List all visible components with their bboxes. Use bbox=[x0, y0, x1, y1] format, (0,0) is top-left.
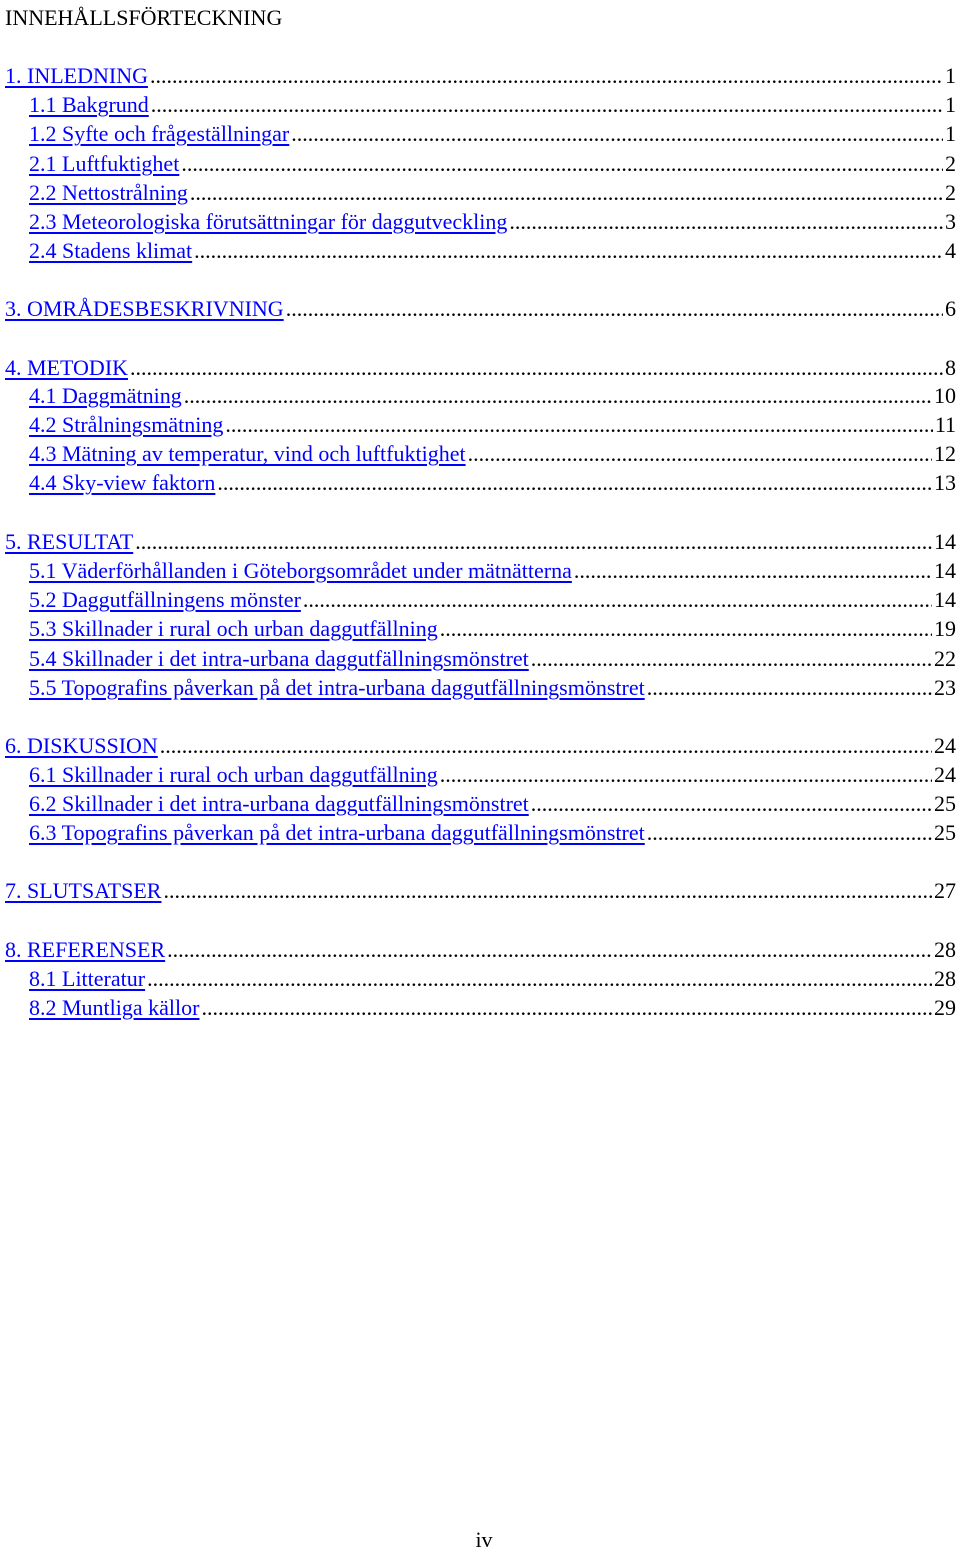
toc-page-number: 14 bbox=[934, 587, 956, 612]
toc-link-matning-temperatur[interactable]: 4.3 Mätning av temperatur, vind och luftfuktighet bbox=[29, 441, 466, 466]
toc-page-number: 1 bbox=[945, 121, 956, 146]
toc-page-number: 2 bbox=[945, 151, 956, 176]
dot-leader bbox=[181, 150, 943, 178]
toc-entry-intra-urbana-6 bbox=[0, 790, 960, 818]
toc-page-number: 1 bbox=[945, 92, 956, 117]
dot-leader bbox=[160, 732, 932, 760]
toc-link-metodik[interactable]: 4. METODIK bbox=[5, 355, 129, 380]
toc-link-skillnader-rural-urban-6[interactable]: 6.1 Skillnader i rural och urban daggutfällning bbox=[29, 762, 438, 787]
toc-entry-topografins-6 bbox=[0, 819, 960, 847]
toc-page-number: 28 bbox=[934, 966, 956, 991]
toc-entry-topografins-5 bbox=[0, 674, 960, 702]
dot-leader bbox=[531, 790, 932, 818]
dot-leader bbox=[440, 615, 932, 643]
toc-entry-matning-temperatur bbox=[0, 440, 960, 468]
dot-leader bbox=[509, 208, 943, 236]
toc-link-bakgrund[interactable]: 1.1 Bakgrund bbox=[29, 92, 149, 117]
toc-link-intra-urbana-5[interactable]: 5.4 Skillnader i det intra-urbana daggutfällningsmönstret bbox=[29, 646, 529, 671]
toc-page-number: 19 bbox=[934, 616, 956, 641]
toc-entry-bakgrund bbox=[0, 91, 960, 119]
dot-leader bbox=[163, 877, 932, 905]
toc-link-syfte[interactable]: 1.2 Syfte och frågeställningar bbox=[29, 121, 290, 146]
toc-page-number: 23 bbox=[934, 675, 956, 700]
dot-leader bbox=[647, 674, 932, 702]
toc-entry-resultat bbox=[0, 528, 960, 556]
toc-entry-litteratur bbox=[0, 965, 960, 993]
toc-entry-stadens-klimat bbox=[0, 237, 960, 265]
dot-leader bbox=[574, 557, 932, 585]
toc-link-luftfuktighet[interactable]: 2.1 Luftfuktighet bbox=[29, 151, 180, 176]
toc-page-number: 13 bbox=[934, 470, 956, 495]
toc-entry-inledning bbox=[0, 62, 960, 90]
toc-page-number: 8 bbox=[945, 355, 956, 380]
toc-entry-intra-urbana-5 bbox=[0, 645, 960, 673]
dot-leader bbox=[150, 62, 943, 90]
toc-page-number: 12 bbox=[934, 441, 956, 466]
toc-link-daggutfallningens-monster[interactable]: 5.2 Daggutfällningens mönster bbox=[29, 587, 301, 612]
toc-page-number: 14 bbox=[934, 529, 956, 554]
dot-leader bbox=[147, 965, 932, 993]
dot-leader bbox=[225, 411, 932, 439]
dot-leader bbox=[201, 994, 932, 1022]
dot-leader bbox=[151, 91, 943, 119]
toc-entry-daggmatning bbox=[0, 382, 960, 410]
toc-page-number: 28 bbox=[934, 937, 956, 962]
toc-entry-vaderforhallanden bbox=[0, 557, 960, 585]
dot-leader bbox=[291, 120, 943, 148]
toc-entry-daggutfallningens-monster bbox=[0, 586, 960, 614]
dot-leader bbox=[194, 237, 943, 265]
toc-link-muntliga-kallor[interactable]: 8.2 Muntliga källor bbox=[29, 995, 200, 1020]
dot-leader bbox=[303, 586, 932, 614]
dot-leader bbox=[286, 295, 943, 323]
toc-entry-slutsatser bbox=[0, 877, 960, 905]
toc-link-inledning[interactable]: 1. INLEDNING bbox=[5, 63, 148, 88]
toc-entry-muntliga-kallor bbox=[0, 994, 960, 1022]
toc-page-number: 1 bbox=[945, 63, 956, 88]
toc-link-sky-view[interactable]: 4.4 Sky-view faktorn bbox=[29, 470, 216, 495]
toc-entry-omradesbeskrivning bbox=[0, 295, 960, 323]
toc-link-diskussion[interactable]: 6. DISKUSSION bbox=[5, 733, 158, 758]
toc-entry-syfte bbox=[0, 120, 960, 148]
toc-page-number: 10 bbox=[934, 383, 956, 408]
toc-link-stadens-klimat[interactable]: 2.4 Stadens klimat bbox=[29, 238, 193, 263]
toc-page-number: 6 bbox=[945, 296, 956, 321]
dot-leader bbox=[440, 761, 932, 789]
dot-leader bbox=[468, 440, 932, 468]
toc-page-number: 14 bbox=[934, 558, 956, 583]
toc-entry-nettostralning bbox=[0, 179, 960, 207]
toc-entry-luftfuktighet bbox=[0, 150, 960, 178]
toc-link-slutsatser[interactable]: 7. SLUTSATSER bbox=[5, 878, 162, 903]
toc-entry-skillnader-rural-urban-6 bbox=[0, 761, 960, 789]
toc-page-number: 22 bbox=[934, 646, 956, 671]
toc-title: INNEHÅLLSFÖRTECKNING bbox=[5, 5, 283, 30]
toc-page-number: 24 bbox=[934, 733, 956, 758]
toc-page-number: 29 bbox=[934, 995, 956, 1020]
toc-link-meteorologiska[interactable]: 2.3 Meteorologiska förutsättningar för daggutveckling bbox=[29, 209, 508, 234]
toc-link-stralningsmatning[interactable]: 4.2 Strålningsmätning bbox=[29, 412, 224, 437]
dot-leader bbox=[217, 469, 932, 497]
toc-page-number: 25 bbox=[934, 791, 956, 816]
dot-leader bbox=[167, 936, 932, 964]
toc-entry-referenser bbox=[0, 936, 960, 964]
toc-link-topografins-6[interactable]: 6.3 Topografins påverkan på det intra-urbana daggutfällningsmönstret bbox=[29, 820, 645, 845]
toc-page-number: 3 bbox=[945, 209, 956, 234]
toc-entry-meteorologiska bbox=[0, 208, 960, 236]
dot-leader bbox=[531, 645, 932, 673]
toc-entry-metodik bbox=[0, 354, 960, 382]
toc-link-skillnader-rural-urban-5[interactable]: 5.3 Skillnader i rural och urban daggutfällning bbox=[29, 616, 438, 641]
toc-link-referenser[interactable]: 8. REFERENSER bbox=[5, 937, 166, 962]
dot-leader bbox=[647, 819, 932, 847]
toc-link-daggmatning[interactable]: 4.1 Daggmätning bbox=[29, 383, 182, 408]
toc-page-number: 25 bbox=[934, 820, 956, 845]
toc-link-omradesbeskrivning[interactable]: 3. OMRÅDESBESKRIVNING bbox=[5, 296, 284, 321]
toc-page-number: 24 bbox=[934, 762, 956, 787]
toc-page-number: 11 bbox=[934, 412, 956, 437]
toc-link-topografins-5[interactable]: 5.5 Topografins påverkan på det intra-urbana daggutfällningsmönstret bbox=[29, 675, 645, 700]
toc-link-resultat[interactable]: 5. RESULTAT bbox=[5, 529, 134, 554]
toc-entry-stralningsmatning bbox=[0, 411, 960, 439]
dot-leader bbox=[130, 354, 943, 382]
toc-page-number: 4 bbox=[945, 238, 956, 263]
toc-entry-diskussion bbox=[0, 732, 960, 760]
dot-leader bbox=[190, 179, 943, 207]
dot-leader bbox=[184, 382, 932, 410]
dot-leader bbox=[135, 528, 932, 556]
toc-link-vaderforhallanden[interactable]: 5.1 Väderförhållanden i Göteborgsområdet under mätnätterna bbox=[29, 558, 572, 583]
toc-page-number: 27 bbox=[934, 878, 956, 903]
toc-link-nettostralning[interactable]: 2.2 Nettostrålning bbox=[29, 180, 188, 205]
page-footer-number: iv bbox=[475, 1527, 493, 1552]
toc-entry-sky-view bbox=[0, 469, 960, 497]
toc-link-intra-urbana-6[interactable]: 6.2 Skillnader i det intra-urbana daggutfällningsmönstret bbox=[29, 791, 529, 816]
toc-entry-skillnader-rural-urban-5 bbox=[0, 615, 960, 643]
toc-link-litteratur[interactable]: 8.1 Litteratur bbox=[29, 966, 146, 991]
toc-page-number: 2 bbox=[945, 180, 956, 205]
